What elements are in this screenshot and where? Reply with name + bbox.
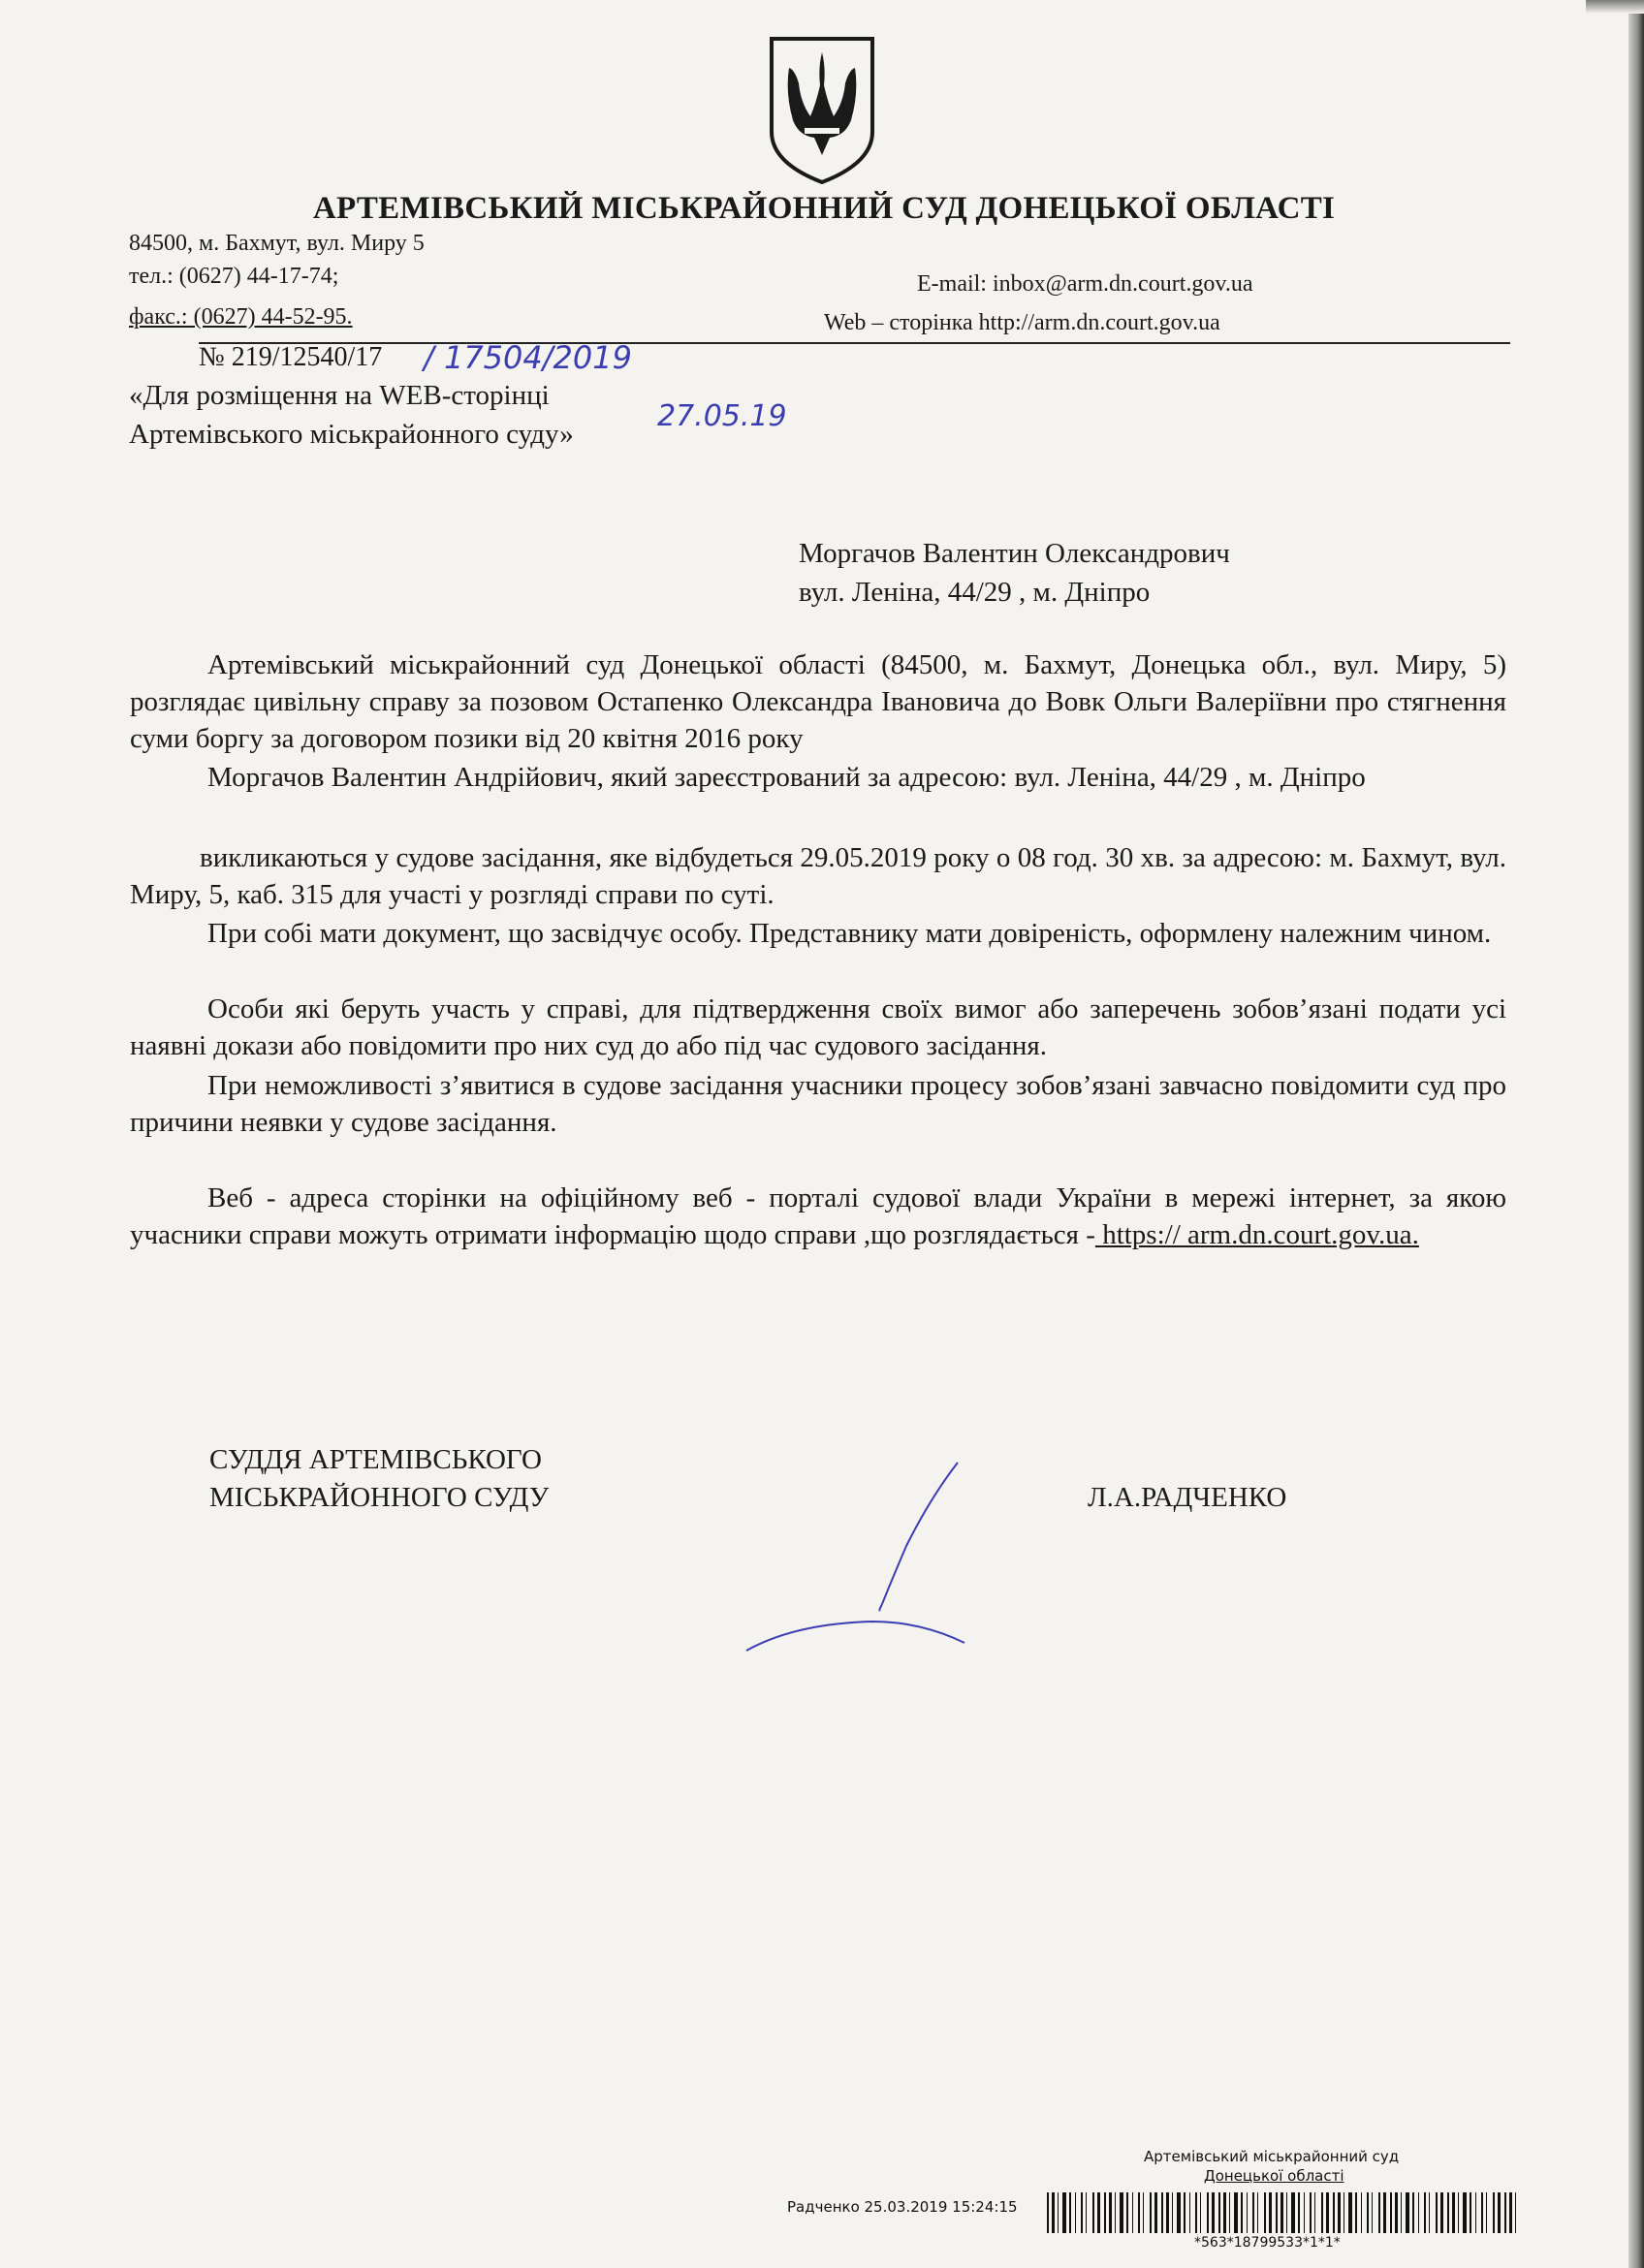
body-paragraph-documents: При собі мати документ, що засвідчує особу. Представнику мати довіреність, оформлену належним чином. (207, 918, 1492, 949)
barcode-bar (1355, 2192, 1357, 2233)
barcode-bar (1509, 2192, 1512, 2233)
judge-name: Л.А.РАДЧЕНКО (1088, 1482, 1287, 1513)
barcode-bar (1515, 2192, 1516, 2233)
barcode-bar (1229, 2192, 1230, 2233)
barcode-bar (1470, 2192, 1471, 2233)
barcode-bar (1304, 2192, 1305, 2233)
barcode-bar (1150, 2192, 1152, 2233)
court-website-link[interactable]: https:// arm.dn.court.gov.ua. (1094, 1219, 1419, 1250)
barcode-bar (1412, 2192, 1414, 2233)
barcode-bar (1276, 2192, 1278, 2233)
judge-title-line2: МІСЬКРАЙОННОГО СУДУ (209, 1482, 550, 1513)
barcode-bar (1378, 2192, 1380, 2233)
barcode-bar (1200, 2192, 1201, 2233)
barcode-bar (1092, 2192, 1094, 2233)
barcode-bar (1223, 2192, 1226, 2233)
barcode-bar (1390, 2192, 1392, 2233)
barcode-bar (1314, 2192, 1315, 2233)
body-paragraph-case: Артемівський міськрайонний суд Донецької області (84500, м. Бахмут, Донецька обл., вул. Миру, 5) розглядає цивільну справу за позовом Остапенко Олександра Івановича до Вовк Ольги Валеріївни про стягнення суми боргу за договором позики від 20 квітня 2016 року (130, 649, 1506, 754)
barcode-bar (1418, 2192, 1419, 2233)
body-paragraph-party: Моргачов Валентин Андрійович, який зареєстрований за адресою: вул. Леніна, 44/29 , м. Дніпро (207, 762, 1366, 793)
barcode-bar (1143, 2192, 1144, 2233)
barcode-bar (1429, 2192, 1430, 2233)
barcode-bar (1348, 2192, 1352, 2233)
barcode-bar (1286, 2192, 1287, 2233)
barcode-bar (1264, 2192, 1266, 2233)
barcode-bar (1367, 2192, 1369, 2233)
barcode-bar (1372, 2192, 1373, 2233)
barcode-bar (1321, 2192, 1323, 2233)
barcode-bar (1184, 2192, 1186, 2233)
barcode-bar (1310, 2192, 1312, 2233)
barcode-bar (1395, 2192, 1398, 2233)
placement-note-line2: Артемівського міськрайонного суду» (129, 419, 574, 450)
barcode-bar (1207, 2192, 1209, 2233)
barcode-icon (1047, 2192, 1516, 2233)
stamp-barcode-number: *563*18799533*1*1* (1194, 2235, 1341, 2251)
barcode-bar (1154, 2192, 1157, 2233)
barcode-bar (1481, 2192, 1483, 2233)
court-fax: факс.: (0627) 44-52-95. (129, 304, 353, 330)
barcode-bar (1486, 2192, 1487, 2233)
barcode-bar (1052, 2192, 1055, 2233)
page-edge (1628, 0, 1644, 2268)
barcode-bar (1383, 2192, 1386, 2233)
handwritten-signature (737, 1459, 969, 1653)
court-address: 84500, м. Бахмут, вул. Миру 5 (129, 231, 425, 256)
body-paragraph-summons: викликаються у судове засідання, яке відбудеться 29.05.2019 року о 08 год. 30 хв. за адресою: м. Бахмут, вул. Миру, 5, каб. 315 для участі у розгляді справи по суті. (130, 842, 1506, 910)
barcode-bar (1475, 2192, 1476, 2233)
barcode-bar (1109, 2192, 1112, 2233)
barcode-bar (1504, 2192, 1506, 2233)
placement-note-line1: «Для розміщення на WEB-сторінці (129, 380, 550, 411)
barcode-bar (1126, 2192, 1128, 2233)
barcode-bar (1291, 2192, 1295, 2233)
barcode-bar (1086, 2192, 1087, 2233)
court-phone: тел.: (0627) 44-17-74; (129, 264, 339, 289)
barcode-bar (1458, 2192, 1459, 2233)
barcode-bar (1326, 2192, 1329, 2233)
barcode-bar (1177, 2192, 1181, 2233)
handwritten-registration-number: / 17504/2019 (424, 339, 632, 376)
barcode-bar (1333, 2192, 1335, 2233)
barcode-bar (1280, 2192, 1283, 2233)
barcode-bar (1452, 2192, 1455, 2233)
stamp-court-line1: Артемівський міськрайонний суд (1144, 2148, 1400, 2165)
header-divider (199, 342, 1510, 344)
court-web: Web – сторінка http://arm.dn.court.gov.ua (824, 310, 1220, 335)
barcode-bar (1058, 2192, 1059, 2233)
barcode-bar (1298, 2192, 1300, 2233)
page-edge-top (1586, 0, 1644, 14)
barcode-bar (1247, 2192, 1248, 2233)
barcode-bar (1234, 2192, 1238, 2233)
barcode-bar (1436, 2192, 1438, 2233)
recipient-name: Моргачов Валентин Олександрович (799, 538, 1230, 569)
recipient-address: вул. Леніна, 44/29 , м. Дніпро (799, 577, 1151, 608)
coat-of-arms-icon (766, 35, 878, 186)
court-name-heading: АРТЕМІВСЬКИЙ МІСЬКРАЙОННИЙ СУД ДОНЕЦЬКОЇ ОБЛАСТІ (312, 191, 1336, 226)
barcode-bar (1218, 2192, 1220, 2233)
barcode-bar (1097, 2192, 1100, 2233)
barcode-bar (1132, 2192, 1133, 2233)
barcode-bar (1463, 2192, 1467, 2233)
barcode-bar (1440, 2192, 1443, 2233)
barcode-bar (1241, 2192, 1243, 2233)
body-paragraph-evidence: Особи які беруть участь у справі, для підтвердження своїх вимог або заперечень зобов’язані подати усі наявні докази або повідомити про них суд до або під час судового засідання. (130, 993, 1506, 1061)
barcode-bar (1212, 2192, 1215, 2233)
barcode-bar (1195, 2192, 1197, 2233)
barcode-bar (1406, 2192, 1409, 2233)
barcode-bar (1075, 2192, 1076, 2233)
case-number: № 219/12540/17 (199, 342, 383, 372)
barcode-bar (1338, 2192, 1341, 2233)
barcode-bar (1401, 2192, 1402, 2233)
web-address-text: Веб - адреса сторінки на офіційному веб - порталі судової влади України в мережі інтернет, за якою учасники справи можуть отримати інформацію щодо справи ,що розглядається - (130, 1182, 1506, 1250)
barcode-bar (1166, 2192, 1169, 2233)
barcode-bar (1115, 2192, 1116, 2233)
barcode-bar (1062, 2192, 1066, 2233)
barcode-bar (1257, 2192, 1258, 2233)
barcode-bar (1493, 2192, 1495, 2233)
barcode-bar (1081, 2192, 1083, 2233)
barcode-bar (1189, 2192, 1190, 2233)
body-paragraph-web-address (130, 1180, 1506, 1253)
barcode-bar (1138, 2192, 1140, 2233)
stamp-court-line2: Донецької області (1204, 2167, 1344, 2185)
barcode-bar (1498, 2192, 1501, 2233)
barcode-bar (1120, 2192, 1123, 2233)
barcode-bar (1161, 2192, 1163, 2233)
barcode-bar (1069, 2192, 1071, 2233)
court-email: E-mail: inbox@arm.dn.court.gov.ua (917, 271, 1253, 297)
barcode-bar (1172, 2192, 1173, 2233)
judge-title-line1: СУДДЯ АРТЕМІВСЬКОГО (209, 1444, 542, 1475)
barcode-bar (1361, 2192, 1362, 2233)
barcode-bar (1104, 2192, 1106, 2233)
stamp-clerk-datetime: Радченко 25.03.2019 15:24:15 (787, 2198, 1018, 2216)
barcode-bar (1047, 2192, 1049, 2233)
barcode-bar (1269, 2192, 1272, 2233)
body-paragraph-absence: При неможливості з’явитися в судове засідання учасники процесу зобов’язані завчасно повідомити суд про причини неявки у судове засідання. (130, 1070, 1506, 1138)
barcode-bar (1447, 2192, 1449, 2233)
handwritten-date: 27.05.19 (657, 399, 787, 433)
barcode-bar (1424, 2192, 1426, 2233)
barcode-bar (1252, 2192, 1254, 2233)
